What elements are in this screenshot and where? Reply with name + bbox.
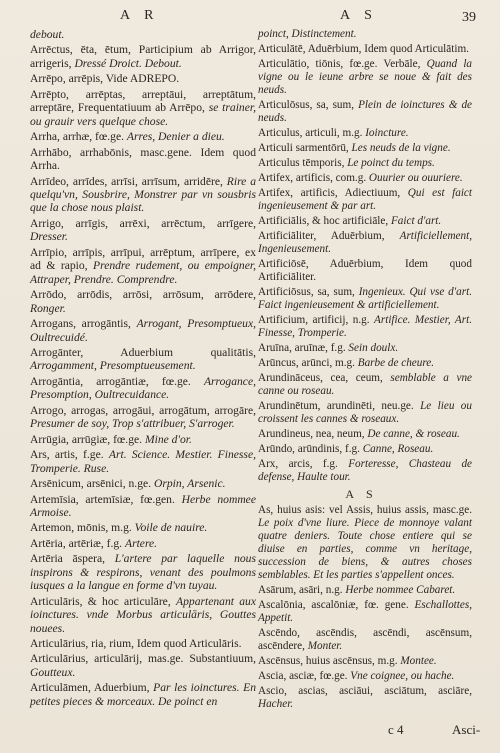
dictionary-entry xyxy=(30,246,256,286)
entry-french-gloss: Arrogance, Presomption, Oultrecuidance. xyxy=(30,374,256,402)
dictionary-entry xyxy=(258,187,472,213)
dictionary-entry xyxy=(30,346,256,373)
entry-french-gloss: Orpin, Arsenic. xyxy=(153,477,226,491)
dictionary-entry xyxy=(30,130,256,143)
entry-headword: Ars, artis, f.ge. xyxy=(30,448,104,462)
entry-french-gloss: Ingenieux. Qui vse d'art. Faict ingenieusement & artificiellement. xyxy=(258,285,473,311)
dictionary-entry xyxy=(30,552,256,592)
entry-french-gloss: Arres, Denier a dieu. xyxy=(126,130,225,144)
dictionary-entry xyxy=(258,458,472,484)
entry-french-gloss: Eschallottes, Appetit. xyxy=(258,599,472,625)
entry-headword: Artificiālis, & hoc artificiāle, xyxy=(258,214,389,227)
dictionary-entry xyxy=(258,43,472,56)
entry-french-gloss: Sein doulx. xyxy=(348,341,399,354)
dictionary-entry xyxy=(30,72,256,85)
entry-french-gloss: Arrogant, Presomptueux, Oultrecuidé. xyxy=(30,317,256,344)
entry-headword: Arrīdeo, arrīdes, arrīsi, arrīsum, arridēre, xyxy=(30,174,223,188)
entry-headword: Arrīpio, arrīpis, arrīpui, arrēptum, arrīpere, ex ad & rapio, xyxy=(30,245,256,273)
dictionary-entry xyxy=(258,28,472,41)
entry-headword: Arrēpto, arrēptas, arreptāui, arreptātum, arreptāre, Frequentatiuum ab Arrēpo, xyxy=(30,87,256,115)
entry-headword: Arūndo, arūndinis, f.g. xyxy=(258,442,360,455)
entry-french-gloss: Par les ioinctures. En petites pieces & morceaux. De poinct en xyxy=(30,681,256,708)
entry-headword: Artemīsia, artemīsiæ, fœ.gen. xyxy=(30,492,175,506)
entry-french-gloss: Art. Science. Mestier. Finesse, Tromperie. Ruse. xyxy=(30,448,256,475)
dictionary-entry xyxy=(30,288,256,315)
entry-headword: Articulārius, ria, rium, Idem quod Articulāris. xyxy=(30,637,242,651)
entry-headword: Arx, arcis, f.g. xyxy=(258,457,338,470)
entry-french-gloss: Faict d'art. xyxy=(390,214,442,227)
entry-headword: Articulāris, & hoc articulāre, xyxy=(30,594,171,608)
dictionary-entry xyxy=(258,314,472,340)
dictionary-entry xyxy=(258,400,472,426)
entry-french-gloss: Artificiellement, Ingenieusement. xyxy=(258,229,472,255)
dictionary-entry xyxy=(258,443,472,456)
entry-french-gloss: Artifice. Mestier, Art. Finesse, Tromperie. xyxy=(258,313,472,339)
entry-headword: Articulus tēmporis, xyxy=(258,156,345,169)
entry-french-gloss: Dressé Droict. Debout. xyxy=(74,56,182,70)
entry-headword: Articulātio, tiōnis, fœ.ge. Verbāle, xyxy=(258,57,421,70)
left-column xyxy=(30,28,256,710)
entry-headword: Arūncus, arūnci, m.g. xyxy=(258,356,355,369)
entry-headword: Articulārius, articulārij, mas.ge. Substantiuum, xyxy=(30,652,256,666)
dictionary-entry xyxy=(30,175,256,215)
entry-french-gloss: Appartenant aux ioinctures. vnde Morbus articulāris, Gouttes nouees. xyxy=(30,594,256,635)
header-right: AS xyxy=(340,8,386,23)
entry-french-gloss: Arrogamment, Presomptueusement. xyxy=(30,359,196,373)
entry-headword: Artifex, artificis, Adiectiuum, xyxy=(258,186,401,199)
dictionary-entry xyxy=(30,477,256,490)
dictionary-entry xyxy=(30,404,256,431)
entry-french-gloss: Mine d'or. xyxy=(144,432,192,446)
entry-headword: Articulōsus, sa, sum, xyxy=(258,98,355,111)
entry-headword: Arrogo, arrogas, arrogāui, arrogātum, arrogāre, xyxy=(30,403,256,417)
right-column xyxy=(258,28,472,713)
entry-headword: Arrūgia, arrūgiæ, fœ.ge. xyxy=(30,432,143,446)
entry-headword: Articulāmen, Aduerbium, xyxy=(30,681,150,695)
dictionary-entry xyxy=(258,670,472,683)
entry-headword: Arrēpo, arrēpis, Vide ADREPO. xyxy=(30,72,180,86)
entry-french-gloss: semblable a vne canne ou roseau. xyxy=(258,371,472,397)
entry-headword: Ascēnsus, huius ascēnsus, m.g. xyxy=(258,655,398,668)
entry-headword: Artēria āspera, xyxy=(30,552,106,566)
dictionary-entry xyxy=(30,375,256,402)
dictionary-entry xyxy=(258,127,472,140)
dictionary-entry xyxy=(258,599,472,625)
dictionary-entry xyxy=(30,537,256,550)
catchword: Asci- xyxy=(452,722,481,737)
entry-headword: Artemon, mōnis, m.g. xyxy=(30,521,132,535)
dictionary-entry xyxy=(30,217,256,244)
dictionary-entry xyxy=(30,652,256,679)
entry-french-gloss: Hacher. xyxy=(258,698,294,711)
dictionary-entry xyxy=(258,99,472,125)
entry-headword: Arrēctus, ēta, ētum, Participium ab Arrigor, arrigeris, xyxy=(30,43,256,70)
header-left: AR xyxy=(120,8,168,23)
entry-french-gloss: Montee. xyxy=(400,655,437,668)
entry-french-gloss: Herbe nommee Armoise. xyxy=(30,492,256,519)
entry-headword: As, huius asis: vel Assis, huius assis, masc.ge. xyxy=(258,504,472,517)
entry-headword: Arundineus, nea, neum, xyxy=(258,427,365,440)
dictionary-entry xyxy=(258,342,472,355)
entry-french-gloss: L'artere par laquelle nous inspirons & respirons, venant des poulmons iusques a la langue en forme d'vn tuyau. xyxy=(30,552,256,593)
entry-french-gloss: Le poix d'vne liure. Piece de monnoye valant quatre deniers. Toute chose entiere qui se diuise en parties, comme vn heritage, succession de biens, & autres choses semblables. Et les parties s'appellent onces. xyxy=(258,517,472,582)
dictionary-entry xyxy=(258,58,472,97)
running-header xyxy=(0,6,500,30)
entry-headword: Arrōdo, arrōdis, arrōsi, arrōsum, arrōdere, xyxy=(30,288,256,302)
entry-french-gloss: Ronger. xyxy=(30,301,66,315)
entry-french-gloss: Monter. xyxy=(307,640,343,653)
entry-headword: Ascio, ascias, asciāui, asciātum, asciāre, xyxy=(258,685,472,698)
dictionary-entry xyxy=(258,142,472,155)
entry-french-gloss: Goutteux. xyxy=(30,665,76,679)
dictionary-entry xyxy=(30,493,256,520)
entry-headword: Aruīna, aruīnæ, f.g. xyxy=(258,341,346,354)
section-letter: AS xyxy=(345,486,385,501)
right-column-entries-as xyxy=(258,504,472,711)
entry-french-gloss: Les neuds de la vigne. xyxy=(351,141,451,154)
entry-french-gloss: De canne, & roseau. xyxy=(367,427,460,440)
entry-headword: Arundinētum, arundinēti, neu.ge. xyxy=(258,399,414,412)
dictionary-entry xyxy=(258,655,472,668)
entry-french-gloss: Ouurier ou ouuriere. xyxy=(368,171,463,184)
dictionary-entry xyxy=(30,448,256,475)
page-number: 39 xyxy=(462,10,476,25)
entry-french-gloss: Le lieu ou croissent les cannes & roseaux. xyxy=(258,399,472,425)
dictionary-entry xyxy=(30,317,256,344)
dictionary-entry xyxy=(258,584,472,597)
entry-french-gloss: Plein de ioinctures & de neuds. xyxy=(258,98,472,124)
entry-headword: Arrogāntia, arrogāntiæ, fœ.ge. xyxy=(30,374,191,388)
entry-headword: Asārum, asāri, n.g. xyxy=(258,584,343,597)
dictionary-entry xyxy=(258,428,472,441)
dictionary-entry xyxy=(30,28,256,41)
dictionary-entry xyxy=(30,433,256,446)
dictionary-entry xyxy=(30,43,256,70)
entry-french-gloss: poinct, Distinctement. xyxy=(258,28,357,40)
entry-french-gloss: Voile de nauire. xyxy=(134,521,208,535)
entry-french-gloss: Vne coignee, ou hache. xyxy=(350,670,455,683)
entry-french-gloss: Herbe nommee Cabaret. xyxy=(345,584,456,597)
entry-headword: Arrogānter, Aduerbium qualitātis, xyxy=(30,345,256,359)
entry-headword: Artēria, artēriæ, f.g. xyxy=(30,536,123,550)
signature-mark: c 4 xyxy=(388,722,404,737)
entry-headword: Artificiāliter, Aduērbium, xyxy=(258,229,385,242)
entry-headword: Ascia, asciæ, fœ.ge. xyxy=(258,670,348,683)
dictionary-entry xyxy=(30,595,256,635)
entry-headword: Articulus, articuli, m.g. xyxy=(258,126,363,139)
entry-headword: Arsēnicum, arsēnici, n.ge. xyxy=(30,477,152,491)
dictionary-entry xyxy=(258,627,472,653)
entry-french-gloss: Qui est faict ingenieusement & par art. xyxy=(258,186,473,212)
entry-headword: Artificiōsē, Aduērbium, Idem quod Artificiāliter. xyxy=(258,257,472,283)
entry-headword: Ascēndo, ascēndis, ascēndi, ascēnsum, ascēndere, xyxy=(258,627,472,653)
dictionary-entry xyxy=(258,172,472,185)
dictionary-entry xyxy=(258,157,472,170)
entry-french-gloss: Prendre rudement, ou empoigner, Attraper, Prendre. Comprendre. xyxy=(30,259,256,286)
entry-headword: Arrhābo, arrhabōnis, masc.gene. Idem quod Arrha. xyxy=(30,145,256,173)
dictionary-entry xyxy=(258,504,472,582)
entry-headword: Artificium, artificij, n.g. xyxy=(258,313,370,326)
entry-french-gloss: Barbe de cheure. xyxy=(357,356,435,369)
dictionary-entry xyxy=(258,357,472,370)
entry-french-gloss: Artere. xyxy=(124,536,158,550)
entry-french-gloss: Presumer de soy, Trop s'attribuer, S'arroger. xyxy=(30,417,235,431)
dictionary-entry xyxy=(258,230,472,256)
entry-french-gloss: debout. xyxy=(30,28,65,41)
dictionary-entry xyxy=(30,146,256,173)
dictionary-entry xyxy=(258,215,472,228)
entry-headword: Artificiōsus, sa, sum, xyxy=(258,285,355,298)
entry-headword: Articulātē, Aduērbium, Idem quod Articulātim. xyxy=(258,42,469,55)
dictionary-entry xyxy=(258,685,472,711)
entry-french-gloss: Quand la vigne ou le ieune arbre se noue & fait des neuds. xyxy=(258,57,473,96)
dictionary-entry xyxy=(30,681,256,708)
entry-headword: Arundināceus, cea, ceum, xyxy=(258,371,383,384)
entry-french-gloss: Ioincture. xyxy=(365,126,409,139)
entry-french-gloss: Canne, Roseau. xyxy=(362,442,434,455)
dictionary-entry xyxy=(30,88,256,128)
entry-french-gloss: Le poinct du temps. xyxy=(347,156,435,169)
entry-headword: Arrogans, arrogāntis, xyxy=(30,317,131,331)
dictionary-entry xyxy=(30,521,256,534)
dictionary-entry xyxy=(258,258,472,284)
entry-headword: Arrha, arrhæ, fœ.ge. xyxy=(30,130,125,144)
entry-headword: Artifex, artificis, com.g. xyxy=(258,171,367,184)
entry-headword: Arrigo, arrīgis, arrēxi, arrēctum, arrīgere, xyxy=(30,216,256,230)
entry-french-gloss: se trainer, ou grauir vers quelque chose. xyxy=(30,101,256,128)
right-column-entries-ar xyxy=(258,28,472,484)
dictionary-entry xyxy=(30,637,256,650)
entry-headword: Articuli sarmentōrū, xyxy=(258,141,349,154)
dictionary-entry xyxy=(258,286,472,312)
dictionary-entry xyxy=(258,372,472,398)
entry-french-gloss: Forteresse, Chasteau de defense, Haulte tour. xyxy=(258,457,473,483)
entry-french-gloss: Rire a quelqu'vn, Sousbrire, Monstrer par vn sousbris que la chose nous plaist. xyxy=(30,174,256,215)
entry-headword: Ascalōnia, ascalōniæ, fœ. gene. xyxy=(258,599,409,612)
entry-french-gloss: Dresser. xyxy=(30,230,68,244)
